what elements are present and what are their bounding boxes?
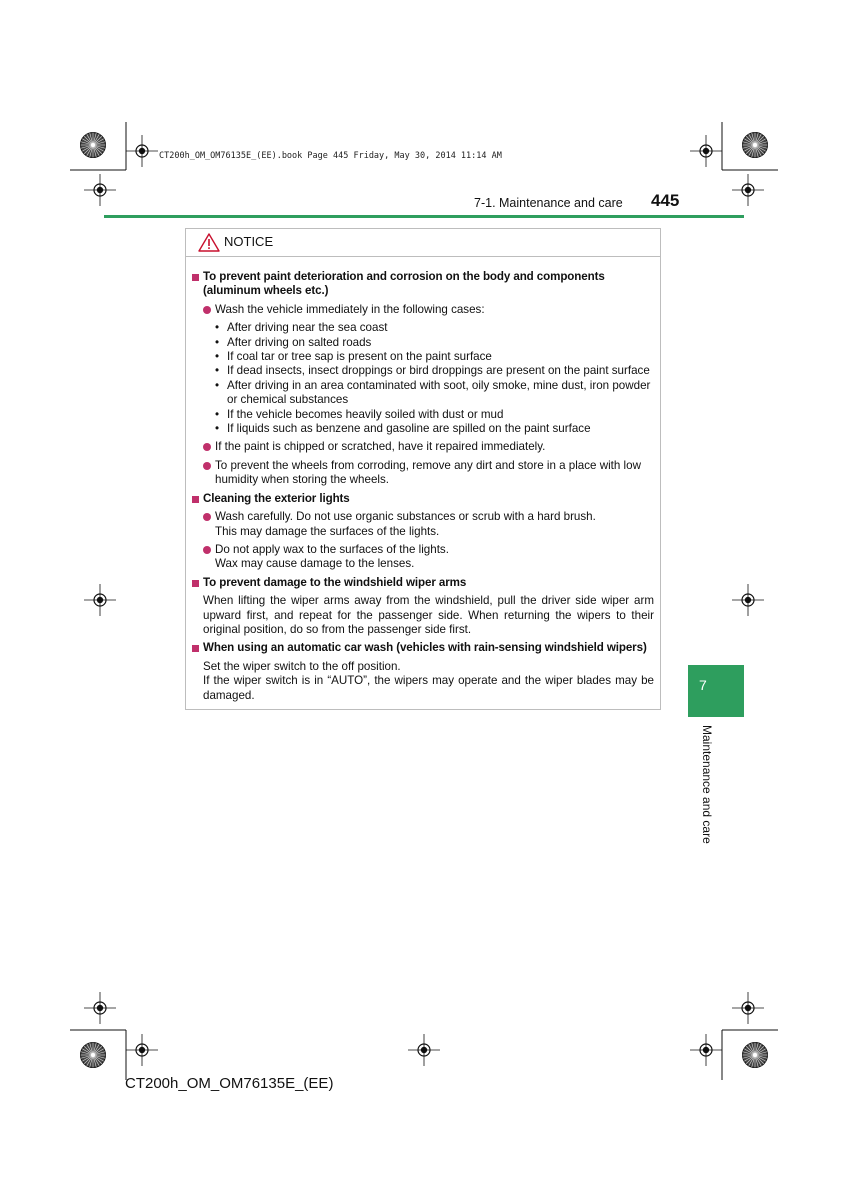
notice-title: NOTICE (224, 234, 274, 249)
crop-line (722, 1030, 723, 1081)
chapter-label: Maintenance and care (700, 725, 714, 844)
crop-line (70, 170, 127, 171)
chapter-number: 7 (699, 677, 707, 693)
section-title: 7-1. Maintenance and care (474, 196, 623, 210)
section-heading: Cleaning the exterior lights (186, 492, 660, 506)
registration-target-icon (84, 174, 116, 206)
registration-target-icon (84, 992, 116, 1024)
registration-target-icon (732, 992, 764, 1024)
circle-item: To prevent the wheels from corroding, remove any dirt and store in a place with low humidity when storing the wheels. (186, 459, 660, 488)
registration-target-icon (126, 1034, 158, 1066)
bullet-item: • After driving on salted roads (215, 335, 372, 349)
notice-body (186, 266, 660, 703)
registration-target-icon (732, 584, 764, 616)
section-heading: To prevent damage to the windshield wiper arms (186, 576, 660, 590)
bullet-item: • If dead insects, insect droppings or bird droppings are present on the paint surface (215, 364, 650, 378)
section-heading: To prevent paint deterioration and corrosion on the body and components (aluminum wheels etc.) (186, 270, 660, 299)
square-bullet-icon (192, 274, 199, 281)
circle-bullet-icon (203, 306, 211, 314)
page-number: 445 (651, 191, 680, 210)
warning-triangle-icon (198, 233, 220, 252)
square-bullet-icon (192, 496, 199, 503)
bullet-item: • If coal tar or tree sap is present on the paint surface (215, 350, 492, 364)
footer-code: CT200h_OM_OM76135E_(EE) (125, 1075, 334, 1092)
circle-item: If the paint is chipped or scratched, have it repaired immediately. (186, 440, 660, 454)
crop-line (722, 170, 779, 171)
registration-target-icon (408, 1034, 440, 1066)
square-bullet-icon (192, 645, 199, 652)
chapter-tab (688, 665, 744, 717)
circle-item: Wash the vehicle immediately in the following cases: (186, 303, 660, 317)
registration-target-icon (690, 1034, 722, 1066)
starburst-mark-icon (741, 131, 769, 159)
section-heading: When using an automatic car wash (vehicles with rain-sensing windshield wipers) (186, 641, 660, 655)
circle-item: Do not apply wax to the surfaces of the lights. Wax may cause damage to the lenses. (186, 543, 660, 572)
paragraph: When lifting the wiper arms away from the windshield, pull the driver side wiper arm upward first, and repeat for the passenger side. When returning the wipers to their original position, do so from the passenger side first. (203, 594, 654, 636)
starburst-mark-icon (79, 131, 107, 159)
bullet-item: • After driving near the sea coast (215, 321, 388, 335)
starburst-mark-icon (741, 1041, 769, 1069)
crop-line (126, 1030, 127, 1081)
notice-header (186, 229, 660, 257)
crop-line (70, 1030, 127, 1031)
registration-target-icon (732, 174, 764, 206)
bullet-item: • If the vehicle becomes heavily soiled with dust or mud (215, 407, 504, 421)
registration-target-icon (690, 135, 722, 167)
circle-bullet-icon (203, 462, 211, 470)
circle-bullet-icon (203, 443, 211, 451)
registration-target-icon (126, 135, 158, 167)
square-bullet-icon (192, 580, 199, 587)
circle-bullet-icon (203, 546, 211, 554)
crop-line (722, 122, 723, 171)
print-info-line: CT200h_OM_OM76135E_(EE).book Page 445 Friday, May 30, 2014 11:14 AM (159, 151, 502, 161)
circle-bullet-icon (203, 513, 211, 521)
paragraph: Set the wiper switch to the off position. If the wiper switch is in “AUTO”, the wipers may operate and the wiper blades may be damaged. (203, 659, 654, 702)
bullet-item: • After driving in an area contaminated with soot, oily smoke, mine dust, iron powder or chemical substances (215, 378, 651, 407)
crop-line (722, 1030, 779, 1031)
registration-target-icon (84, 584, 116, 616)
notice-box (185, 228, 661, 710)
header-rule (104, 215, 744, 218)
circle-item: Wash carefully. Do not use organic substances or scrub with a hard brush. This may damage the surfaces of the lights. (186, 510, 660, 539)
bullet-item: • If liquids such as benzene and gasoline are spilled on the paint surface (215, 422, 591, 436)
crop-line (126, 122, 127, 171)
starburst-mark-icon (79, 1041, 107, 1069)
